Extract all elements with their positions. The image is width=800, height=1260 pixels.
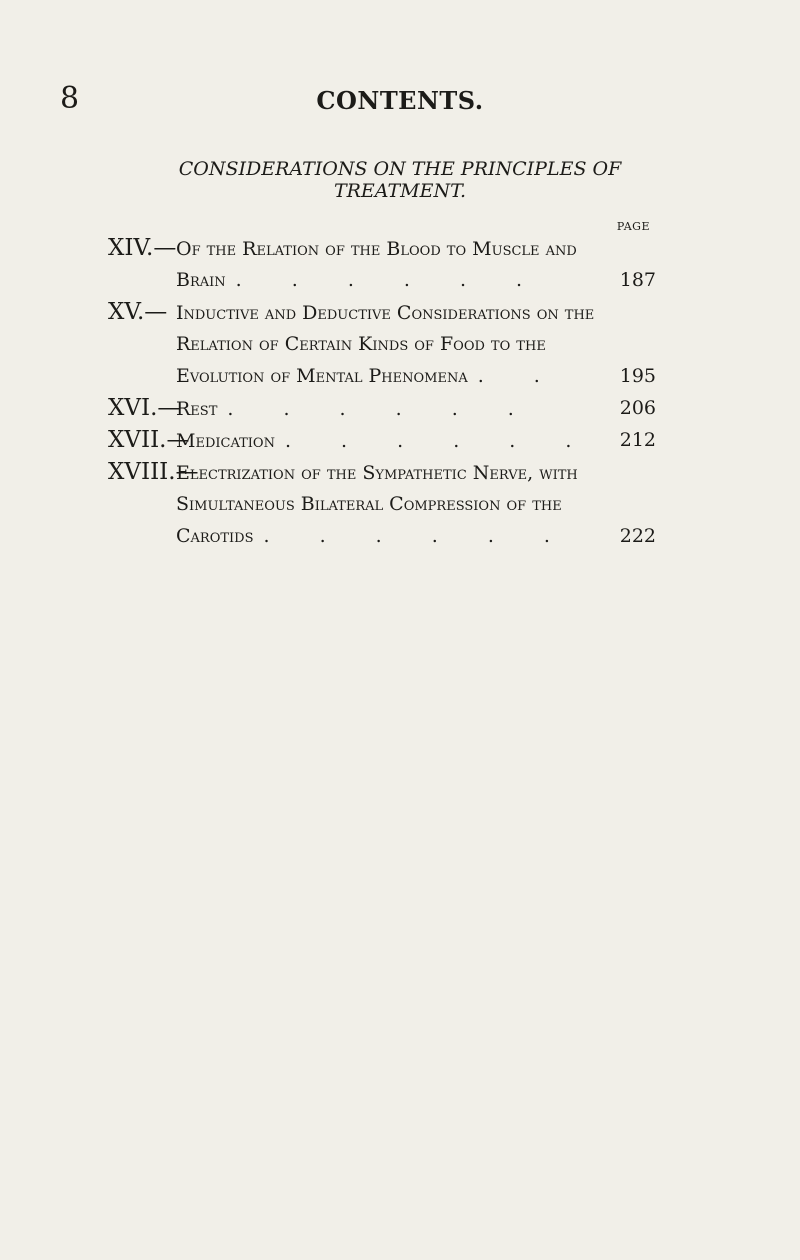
page-number: 8 [60, 81, 80, 116]
chapter-numeral: XVIII.— [108, 459, 199, 485]
chapter-numeral: XVI.— [108, 395, 181, 421]
chapter-numeral: XIV.— [108, 235, 177, 261]
chapter-title-line: Rest [176, 398, 218, 420]
dot-leader: . . . . . . [284, 430, 594, 452]
chapter-title-line: Of the Relation of the Blood to Muscle and [176, 238, 577, 260]
dot-leader: . . . . . . [227, 398, 536, 420]
dot-leader: . . . . . . [263, 525, 572, 547]
toc-entry-xvii [108, 424, 656, 456]
chapter-title-line: Medication [176, 430, 275, 452]
toc-entry-xviii [108, 456, 656, 552]
toc-entry-xv [108, 296, 656, 392]
page-reference: 195 [619, 365, 656, 387]
section-heading-line-1: CONSIDERATIONS ON THE PRINCIPLES OF [178, 158, 622, 180]
chapter-numeral: XV.— [108, 299, 168, 325]
page-reference: 206 [619, 397, 656, 419]
page-reference: 222 [619, 525, 656, 547]
chapter-title-line: Inductive and Deductive Considerations on the [176, 302, 595, 324]
section-heading [140, 158, 660, 202]
chapter-title-line: Evolution of Mental Phenomena [176, 365, 468, 387]
section-heading-line-2: TREATMENT. [333, 180, 467, 202]
chapter-title-line: Carotids [176, 525, 254, 547]
running-title: CONTENTS. [316, 86, 484, 115]
page-reference: 187 [619, 269, 656, 291]
toc-entry-xiv [108, 232, 656, 296]
chapter-title-line: Electrization of the Sympathetic Nerve, with [176, 462, 578, 484]
page-reference: 212 [619, 429, 656, 451]
chapter-numeral: XVII.— [108, 427, 190, 453]
dot-leader: . . . . . . [235, 269, 545, 291]
dot-leader: . . [477, 365, 562, 387]
chapter-title-line: Relation of Certain Kinds of Food to the [176, 333, 546, 355]
table-of-contents [108, 232, 656, 552]
chapter-title-line: Brain [176, 269, 226, 291]
page-column-label: PAGE [616, 220, 650, 233]
chapter-title-line: Simultaneous Bilateral Compression of the [176, 493, 562, 515]
toc-entry-xvi [108, 392, 656, 424]
